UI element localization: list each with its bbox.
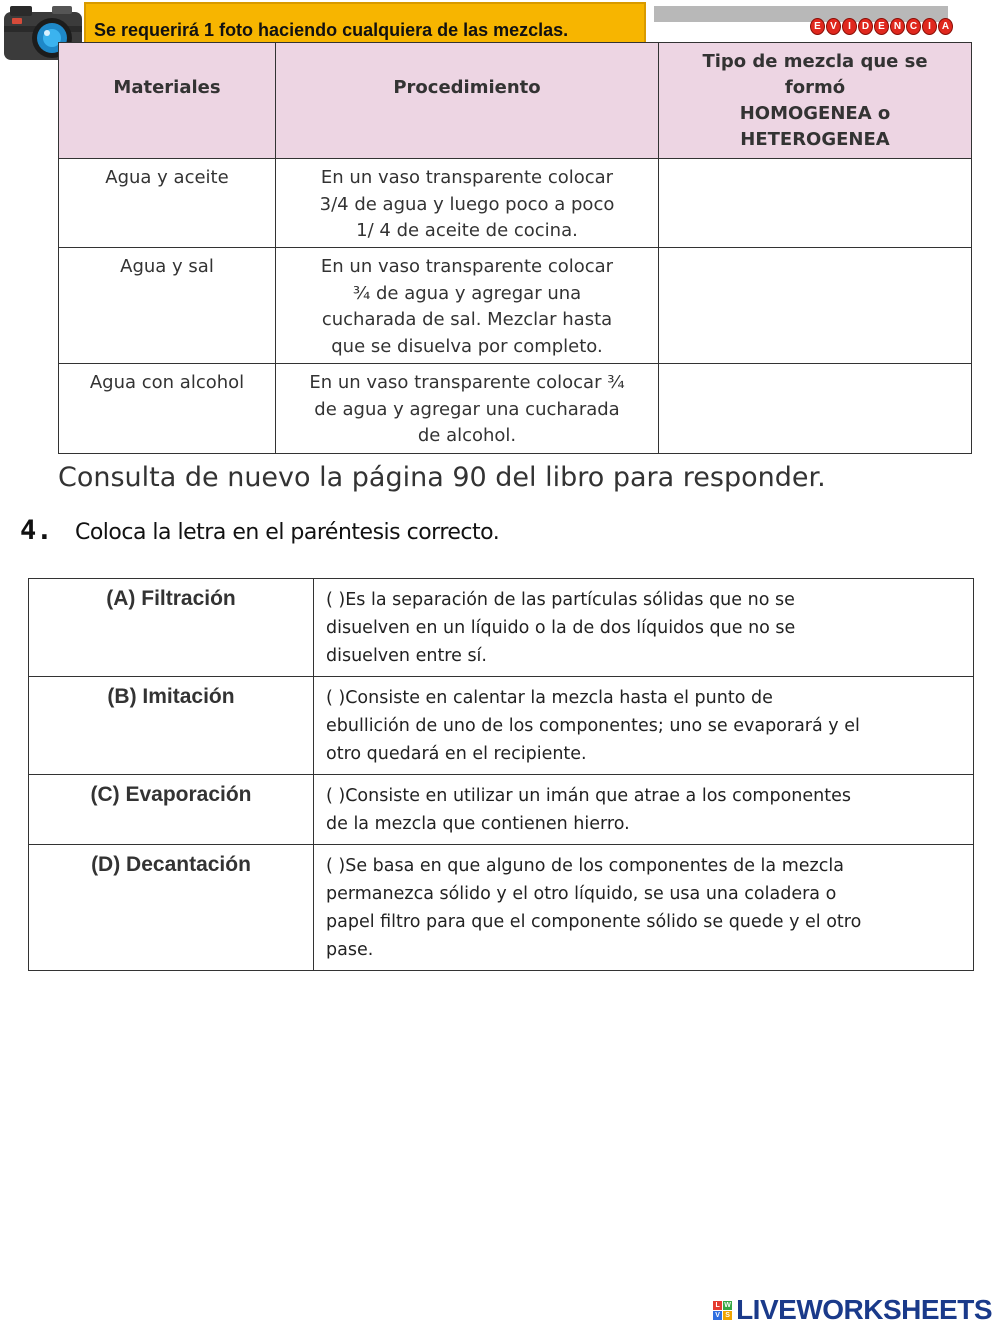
procedure-cell: [276, 248, 659, 364]
description-line: pase.: [326, 940, 374, 960]
header-materials: Materiales: [59, 43, 276, 159]
procedure-line: de alcohol.: [417, 425, 517, 446]
procedure-line: ¾ de agua y agregar una: [352, 282, 582, 304]
mixture-type-answer-cell[interactable]: [659, 159, 972, 248]
description-line: ebullición de uno de los componentes; uno se evaporará y el: [326, 716, 860, 736]
liveworksheets-footer: [713, 1294, 992, 1326]
consulta-instruction: Consulta de nuevo la página 90 del libro para responder.: [58, 462, 826, 493]
procedure-line: 1/ 4 de aceite de cocina.: [356, 220, 578, 241]
method-label: (C) Evaporación: [29, 775, 314, 845]
separation-methods-table: [28, 578, 974, 971]
badge-letter: I: [842, 18, 857, 35]
method-description[interactable]: [314, 579, 974, 677]
material-cell: Agua y sal: [59, 248, 276, 364]
description-line: disuelven en un líquido o la de dos líquidos que no se: [326, 618, 796, 638]
badge-letter: A: [938, 18, 953, 35]
header-type-line: Tipo de mezcla que se: [702, 51, 928, 72]
question-number: 4.: [20, 515, 53, 546]
question-text: Coloca la letra en el paréntesis correcto.: [74, 520, 500, 545]
logo-letter: L: [713, 1301, 722, 1310]
liveworksheets-logo-icon: [713, 1301, 732, 1320]
mixture-type-answer-cell[interactable]: [659, 364, 972, 454]
table-row: [59, 159, 972, 248]
table-row: [29, 579, 974, 677]
question-4-heading: [20, 515, 499, 546]
header-type-line: HOMOGENEA o: [739, 103, 891, 124]
logo-letter: S: [723, 1311, 732, 1320]
logo-letter: W: [724, 1301, 731, 1309]
description-line: permanezca sólido y el otro líquido, se usa una coladera o: [326, 884, 837, 904]
description-line: papel filtro para que el componente sólido se quede y el otro: [326, 912, 862, 932]
procedure-line: En un vaso transparente colocar: [320, 167, 614, 188]
badge-letter: I: [922, 18, 937, 35]
badge-letter: N: [890, 18, 905, 35]
method-label: (B) Imitación: [29, 677, 314, 775]
method-description[interactable]: [314, 775, 974, 845]
procedure-line: En un vaso transparente colocar: [320, 256, 614, 277]
description-line: disuelven entre sí.: [326, 646, 487, 666]
header-type-line: HETEROGENEA: [740, 129, 890, 150]
header-procedure: Procedimiento: [276, 43, 659, 159]
header-mixture-type: [659, 43, 972, 159]
method-description[interactable]: [314, 677, 974, 775]
method-label: (D) Decantación: [29, 845, 314, 971]
procedure-line: En un vaso transparente colocar ¾: [309, 372, 625, 393]
logo-letter: V: [713, 1311, 722, 1320]
header-type-line: formó: [784, 77, 846, 98]
badge-letter: E: [810, 18, 825, 35]
procedure-line: que se disuelva por completo.: [331, 335, 603, 357]
description-line: de la mezcla que contienen hierro.: [326, 814, 630, 834]
mixture-type-answer-cell[interactable]: [659, 248, 972, 364]
badge-letter: C: [906, 18, 921, 35]
description-line: otro quedará en el recipiente.: [326, 744, 587, 764]
footer-brand: LIVEWORKSHEETS: [736, 1294, 992, 1325]
table-row: [29, 845, 974, 971]
procedure-cell: [276, 364, 659, 454]
badge-letter: V: [826, 18, 841, 35]
procedure-line: 3/4 de agua y luego poco a poco: [319, 193, 615, 215]
method-description[interactable]: [314, 845, 974, 971]
table-header-row: [59, 43, 972, 159]
banner-text: Se requerirá 1 foto haciendo cualquiera de las mezclas.: [94, 19, 569, 40]
table-row: [29, 677, 974, 775]
procedure-line: cucharada de sal. Mezclar hasta: [321, 309, 613, 330]
description-line: ( )Se basa en que alguno de los componentes de la mezcla: [326, 856, 844, 876]
table-row: [59, 248, 972, 364]
badge-letter: E: [874, 18, 889, 35]
procedure-cell: [276, 159, 659, 248]
table-row: [29, 775, 974, 845]
description-line: ( )Es la separación de las partículas sólidas que no se: [326, 590, 795, 610]
description-line: ( )Consiste en calentar la mezcla hasta el punto de: [326, 688, 773, 708]
badge-letter: D: [858, 18, 873, 35]
description-line: ( )Consiste en utilizar un imán que atrae a los componentes: [326, 786, 851, 806]
procedure-line: de agua y agregar una cucharada: [314, 398, 620, 420]
material-cell: Agua y aceite: [59, 159, 276, 248]
method-label: (A) Filtración: [29, 579, 314, 677]
mixtures-table: [58, 42, 972, 454]
material-cell: Agua con alcohol: [59, 364, 276, 454]
table-row: [59, 364, 972, 454]
evidencia-badge: [810, 18, 953, 35]
